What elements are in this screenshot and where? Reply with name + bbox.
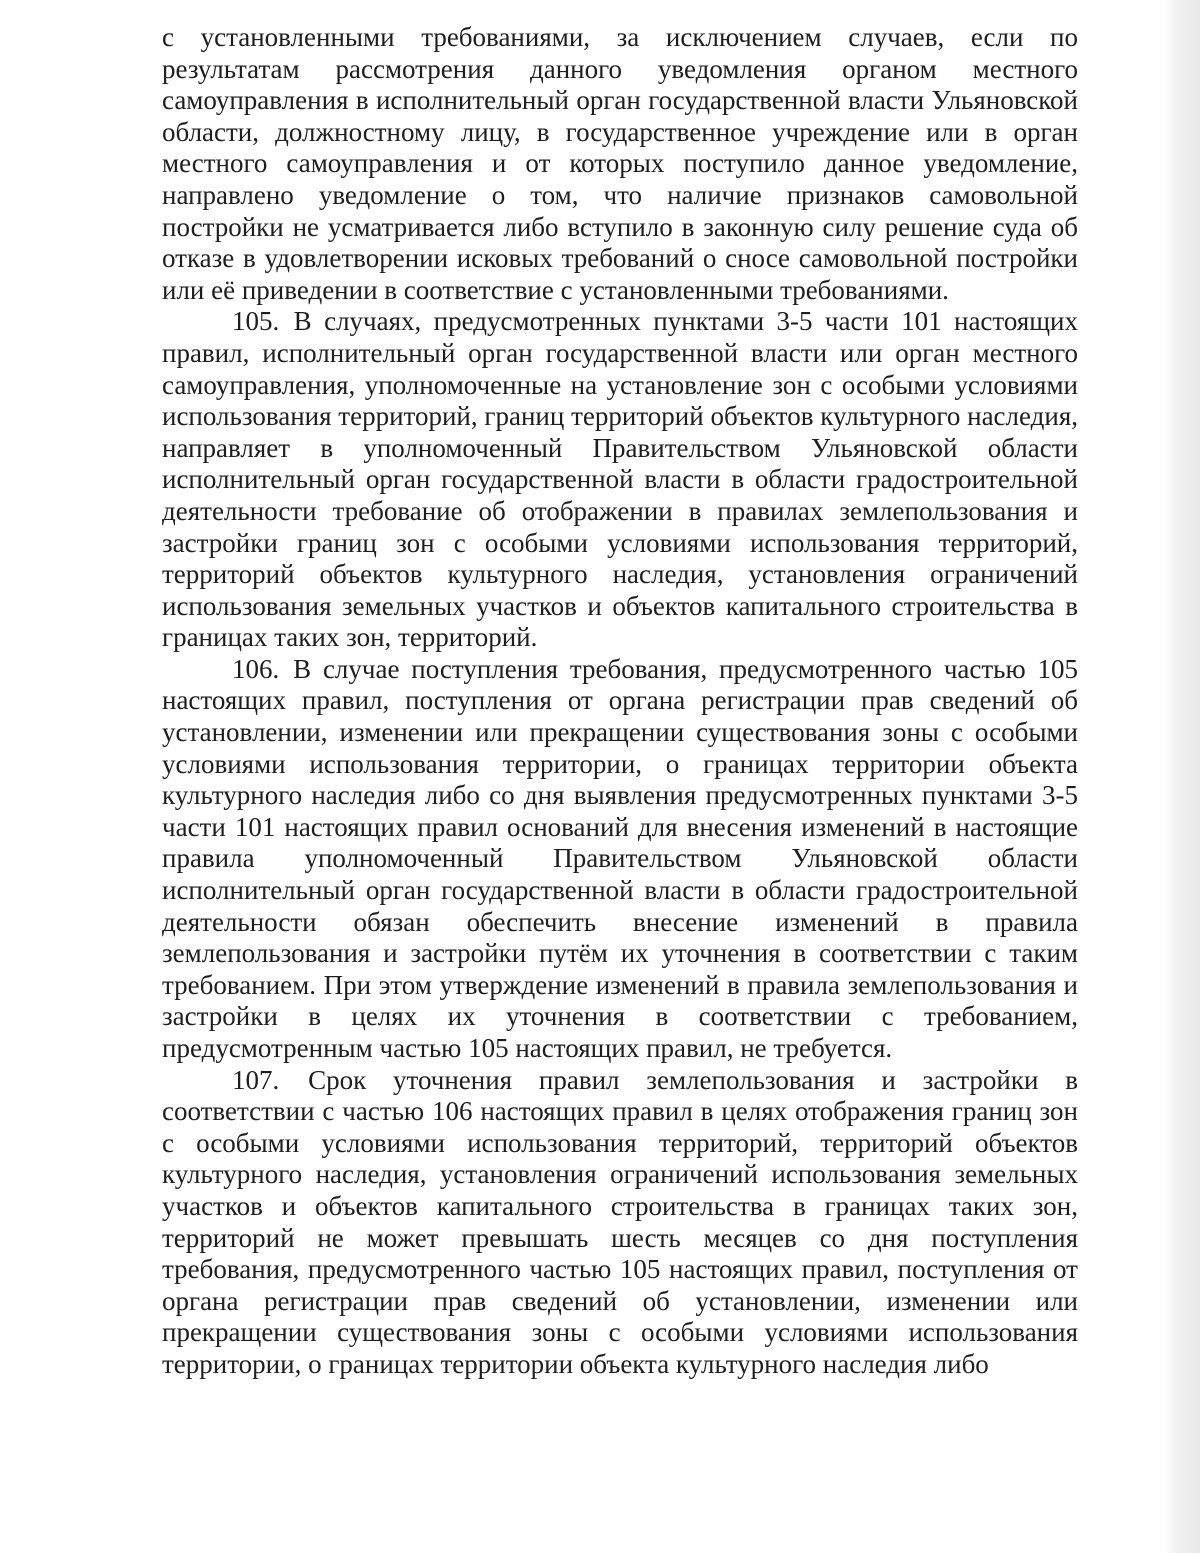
paragraph-107	[162, 1065, 1078, 1381]
paragraph-number: 107.	[232, 1064, 280, 1095]
document-body	[162, 22, 1078, 1381]
paragraph-106	[162, 654, 1078, 1065]
paragraph-continuation	[162, 22, 1078, 306]
paragraph-text: В случае поступления требования, предусмотренного частью 105 настоящих правил, поступления от органа регистрации прав сведений об установлении, изменении или прекращении существования зоны с особыми условиями использования территории, о границах территории объекта культурного наследия либо со дня выявления предусмотренных пунктами 3-5 части 101 настоящих правил оснований для внесения изменений в настоящие правила уполномоченный Правительством Ульяновской области исполнительный орган государственной власти в области градостроительной деятельности обязан обеспечить внесение изменений в правила землепользования и застройки путём их уточнения в соответствии с таким требованием. При этом утверждение изменений в правила землепользования и застройки в целях их уточнения в соответствии с требованием, предусмотренным частью 105 настоящих правил, не требуется.	[162, 653, 1078, 1063]
paragraph-text: В случаях, предусмотренных пунктами 3-5 части 101 настоящих правил, исполнительный орган государственной власти или орган местного самоуправления, уполномоченные на установление зон с особыми условиями использования территорий, границ территорий объектов культурного наследия, направляет в уполномоченный Правительством Ульяновской области исполнительный орган государственной власти в области градостроительной деятельности требование об отображении в правилах землепользования и застройки границ зон с особыми условиями использования территорий, территорий объектов культурного наследия, установления ограничений использования земельных участков и объектов капитального строительства в границах таких зон, территорий.	[162, 306, 1079, 653]
paragraph-text: Срок уточнения правил землепользования и застройки в соответствии с частью 106 настоящих правил в целях отображения границ зон с особыми условиями использования территорий, территорий объектов культурного наследия, установления ограничений использования земельных участков и объектов капитального строительства в границах таких зон, территорий не может превышать шесть месяцев со дня поступления требования, предусмотренного частью 105 настоящих правил, поступления от органа регистрации прав сведений об установлении, изменении или прекращении существования зоны с особыми условиями использования территории, о границах территории объекта культурного наследия либо	[162, 1064, 1078, 1379]
paragraph-text: с установленными требованиями, за исключением случаев, если по результатам рассмотрения данного уведомления органом местного самоуправления в исполнительный орган государственной власти Ульяновской области, должностному лицу, в государственное учреждение или в орган местного самоуправления и от которых поступило данное уведомление, направлено уведомление о том, что наличие признаков самовольной постройки не усматривается либо вступило в законную силу решение суда об отказе в удовлетворении исковых требований о сносе самовольной постройки или её приведении в соответствие с установленными требованиями.	[162, 22, 1078, 305]
scan-edge-shadow	[1164, 0, 1200, 1553]
paragraph-105	[162, 306, 1078, 654]
paragraph-number: 105.	[232, 306, 280, 337]
paragraph-number: 106.	[232, 653, 280, 684]
